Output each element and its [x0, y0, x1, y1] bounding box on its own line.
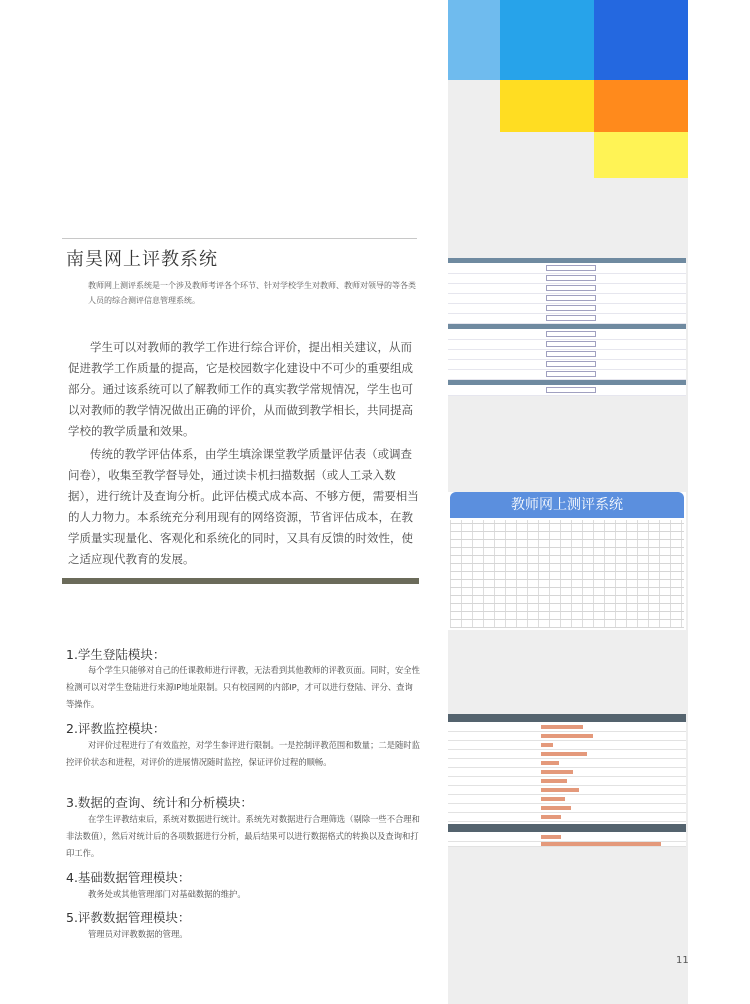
- stats-bar: [541, 761, 559, 765]
- module-5-text: 管理员对评教数据的管理。: [88, 929, 188, 939]
- stats-row: [448, 741, 686, 750]
- stats-bar: [541, 734, 593, 738]
- stats-row: [448, 768, 686, 777]
- screenshot-teacher-evaluation-table: [448, 492, 686, 630]
- stats-row: [448, 759, 686, 768]
- stats-header: [448, 714, 686, 722]
- module-1-heading: 1.学生登陆模块：: [66, 647, 166, 662]
- form-select: [546, 265, 596, 271]
- stats-bar: [541, 752, 587, 756]
- module-5-heading: 5.评教数据管理模块：: [66, 910, 191, 925]
- stats-bar: [541, 770, 573, 774]
- module-4-heading: 4.基础数据管理模块：: [66, 870, 191, 885]
- form-select: [546, 361, 596, 367]
- color-block-blue: [500, 0, 594, 80]
- stats-bar: [541, 815, 561, 819]
- screenshot-evaluation-form: [448, 258, 686, 396]
- form-select: [546, 387, 596, 393]
- form-row: [448, 330, 686, 340]
- color-block-yellow: [500, 80, 594, 132]
- form-section-bar: [448, 258, 686, 263]
- screenshot-statistics: [448, 714, 686, 846]
- stats-row: [448, 750, 686, 759]
- form-row: [448, 360, 686, 370]
- form-select: [546, 331, 596, 337]
- stats-row: [448, 795, 686, 804]
- stats-bar: [541, 806, 571, 810]
- form-row: [448, 264, 686, 274]
- stats-row: [448, 786, 686, 795]
- title-rule: [62, 238, 417, 239]
- form-row: [448, 386, 686, 396]
- intro-paragraph-1: 学生可以对教师的教学工作进行综合评价，提出相关建议，从而促进教学工作质量的提高，它是校园数字化建设中不可少的重要组成部分。通过该系统可以了解教师工作的真实教学常规情况，学生也可以对教师的教学情况做出正确的评价，从而做到教学相长，共同提高学校的教学质量和效果。: [68, 340, 413, 438]
- module-2-text: 对评价过程进行了有效监控，对学生参评进行限制。一是控制评教范围和数量；二是随时监控评价状态和进程，对评价的进展情况随时监控，保证评价过程的顺畅。: [66, 740, 420, 767]
- summary-text: 教师网上测评系统是一个涉及教师考评各个环节、针对学校学生对教师、教师对领导的等各类人员的综合测评信息管理系统。: [88, 281, 416, 305]
- screenshot-title: 教师网上测评系统: [450, 492, 684, 518]
- module-2-heading: 2.评教监控模块：: [66, 721, 166, 736]
- stats-bar: [541, 779, 567, 783]
- form-select: [546, 341, 596, 347]
- form-select: [546, 351, 596, 357]
- form-row: [448, 350, 686, 360]
- module-3-text: 在学生评教结束后，系统对数据进行统计。系统先对数据进行合理筛选（剔除一些不合理和非法数值），然后对统计后的各项数据进行分析，最后结果可以进行数据格式的转换以及查询和打印工作。: [66, 814, 420, 858]
- stats-header: [448, 824, 686, 832]
- form-select: [546, 315, 596, 321]
- stats-row: [448, 723, 686, 732]
- stats-bar: [541, 835, 561, 839]
- color-block-dark-blue: [594, 0, 688, 80]
- color-block-light-yellow: [594, 132, 688, 178]
- stats-row: [448, 841, 686, 847]
- evaluation-grid: [450, 520, 684, 628]
- stats-row: [448, 732, 686, 741]
- form-select: [546, 285, 596, 291]
- form-select: [546, 305, 596, 311]
- stats-bar: [541, 743, 553, 747]
- module-1-text: 每个学生只能够对自己的任课教师进行评教，无法看到其他教师的评教页面。同时，安全性检测可以对学生登陆进行来源IP地址限制。只有校园网的内部IP，才可以进行登陆、评分、查询等操作。: [66, 665, 420, 709]
- form-row: [448, 304, 686, 314]
- form-row: [448, 314, 686, 324]
- form-row: [448, 274, 686, 284]
- page-number: 11: [676, 955, 689, 966]
- color-block-orange: [594, 80, 688, 132]
- stats-bar: [541, 725, 583, 729]
- stats-bar: [541, 788, 579, 792]
- form-row: [448, 294, 686, 304]
- intro-paragraph-2: 传统的教学评估体系，由学生填涂课堂教学质量评估表（或调查问卷），收集至教学督导处，通过读卡机扫描数据（或人工录入数据），进行统计及查询分析。此评估模式成本高、不够方便，需要相当的人力物力。本系统充分利用现有的网络资源，节省评估成本，在教学质量实现量化、客观化和系统化的同时，又具有反馈的时效性，使之适应现代教育的发展。: [68, 447, 419, 566]
- stats-row: [448, 777, 686, 786]
- stats-row: [448, 804, 686, 813]
- form-row: [448, 370, 686, 380]
- form-row: [448, 284, 686, 294]
- form-section-bar: [448, 324, 686, 329]
- form-row: [448, 340, 686, 350]
- form-select: [546, 275, 596, 281]
- module-3-heading: 3.数据的查询、统计和分析模块：: [66, 795, 253, 810]
- color-block-light-blue: [448, 0, 500, 80]
- stats-row: [448, 813, 686, 822]
- module-4-text: 教务处或其他管理部门对基础数据的维护。: [88, 889, 246, 899]
- section-divider: [62, 578, 419, 584]
- form-section-bar: [448, 380, 686, 385]
- stats-bar: [541, 797, 565, 801]
- page-title: 南昊网上评教系统: [66, 249, 218, 270]
- form-select: [546, 371, 596, 377]
- form-select: [546, 295, 596, 301]
- stats-bar: [541, 842, 661, 846]
